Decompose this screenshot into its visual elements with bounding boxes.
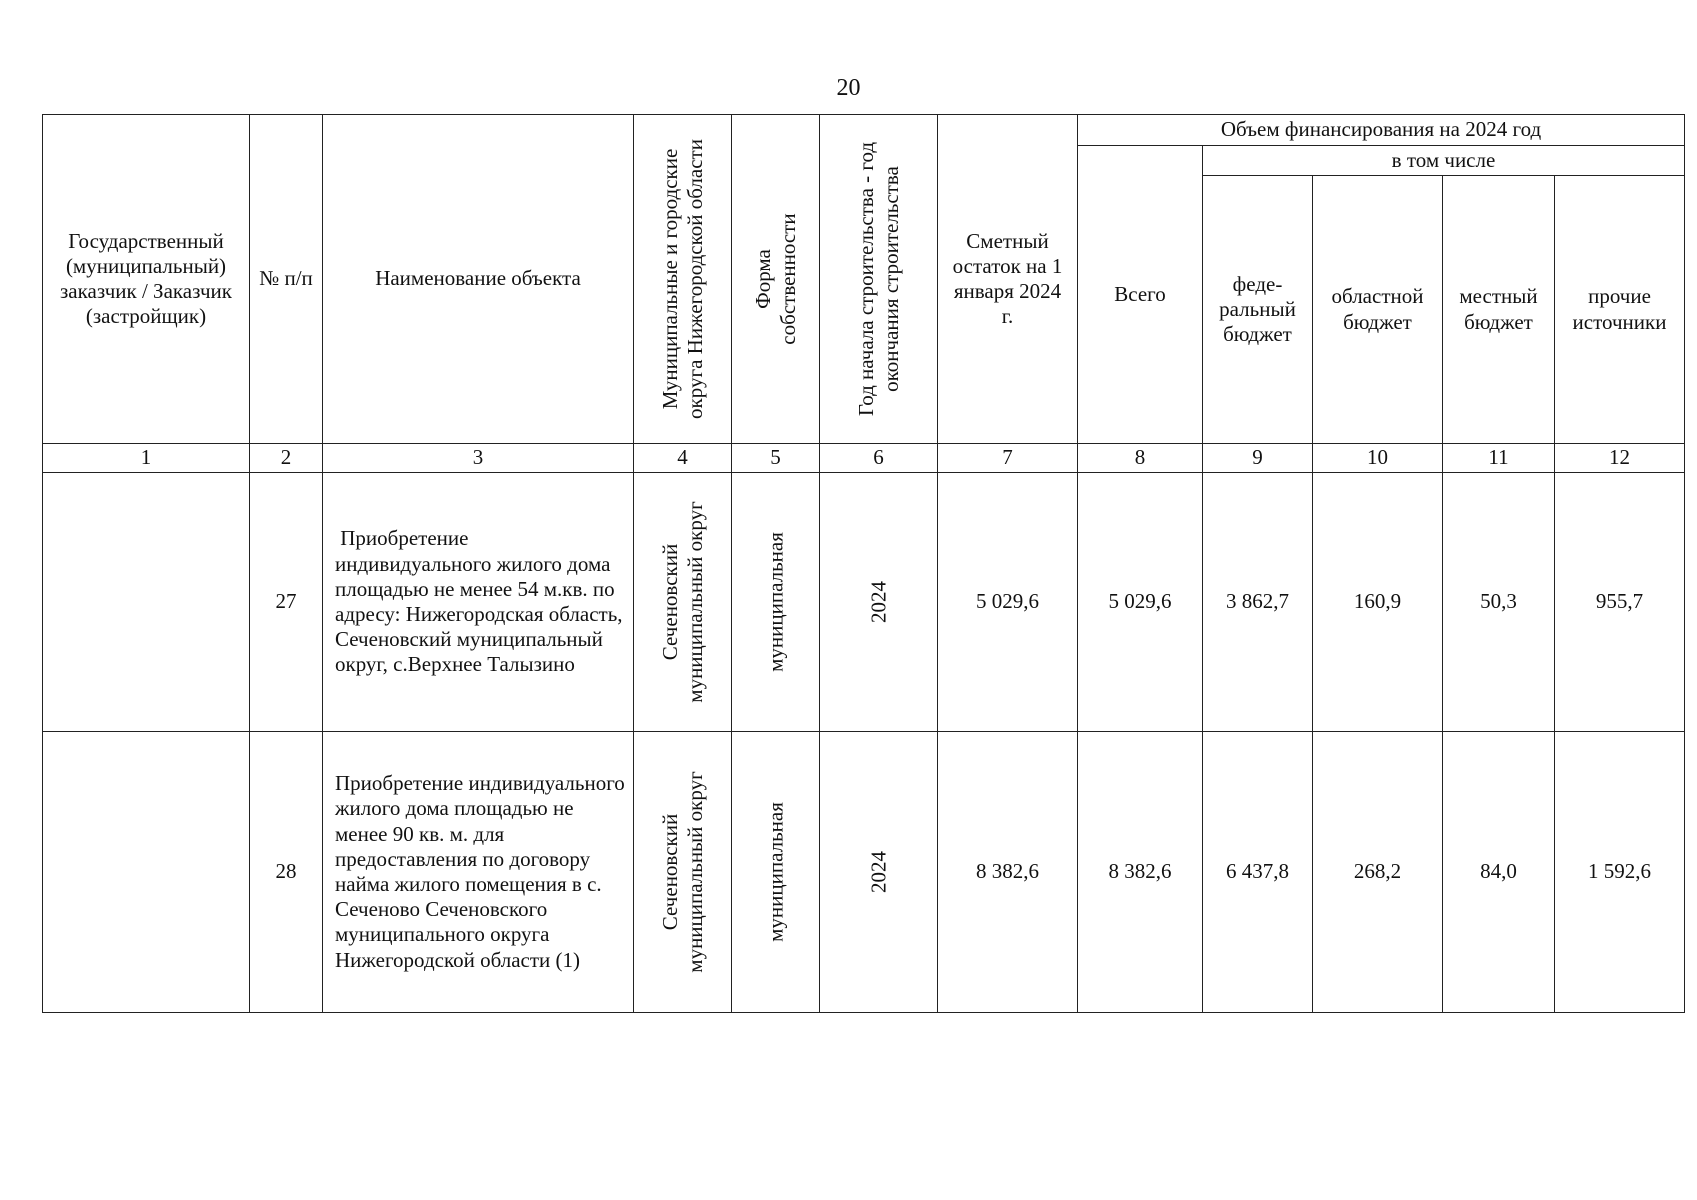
table-row bbox=[43, 473, 1685, 732]
header-ownership-cell bbox=[732, 115, 820, 444]
page-number: 20 bbox=[836, 75, 861, 101]
row-years: 2024 bbox=[865, 851, 890, 893]
row-federal: 6 437,8 bbox=[1203, 732, 1313, 1013]
row-regional: 160,9 bbox=[1313, 473, 1443, 732]
column-number: 8 bbox=[1078, 444, 1203, 473]
row-number: 28 bbox=[250, 732, 323, 1013]
header-financing: Объем финансирования на 2024 год bbox=[1078, 115, 1685, 146]
column-number: 6 bbox=[820, 444, 938, 473]
header-district-cell bbox=[634, 115, 732, 444]
header-ownership: Форма собственности bbox=[750, 213, 800, 345]
header-years: Год начала строительства - год окончания строительства bbox=[853, 141, 903, 417]
header-federal: феде-ральный бюджет bbox=[1203, 176, 1313, 444]
row-district: Сеченовский муниципальный округ bbox=[657, 501, 707, 703]
table-row bbox=[43, 732, 1685, 1013]
row-ownership: муниципальная bbox=[762, 532, 787, 672]
row-total: 8 382,6 bbox=[1078, 732, 1203, 1013]
row-regional: 268,2 bbox=[1313, 732, 1443, 1013]
row-object-name: Приобретение индивидуального жилого дома площадью не менее 54 м.кв. по адресу: Нижегородская область, Сеченовский муниципальный округ, с.Верхнее Талызино bbox=[323, 473, 634, 732]
row-customer bbox=[43, 732, 250, 1013]
column-number: 12 bbox=[1555, 444, 1685, 473]
row-years-cell bbox=[820, 732, 938, 1013]
column-number: 5 bbox=[732, 444, 820, 473]
column-number: 2 bbox=[250, 444, 323, 473]
header-years-cell bbox=[820, 115, 938, 444]
header-estimate: Сметный остаток на 1 января 2024 г. bbox=[938, 115, 1078, 444]
row-other: 1 592,6 bbox=[1555, 732, 1685, 1013]
row-district-cell bbox=[634, 473, 732, 732]
row-federal: 3 862,7 bbox=[1203, 473, 1313, 732]
row-customer bbox=[43, 473, 250, 732]
row-local: 84,0 bbox=[1443, 732, 1555, 1013]
header-district: Муниципальные и городские округа Нижегородской области bbox=[657, 139, 707, 419]
row-estimate: 5 029,6 bbox=[938, 473, 1078, 732]
row-ownership-cell bbox=[732, 732, 820, 1013]
row-ownership-cell bbox=[732, 473, 820, 732]
row-total: 5 029,6 bbox=[1078, 473, 1203, 732]
row-years-cell bbox=[820, 473, 938, 732]
row-local: 50,3 bbox=[1443, 473, 1555, 732]
row-district: Сеченовский муниципальный округ bbox=[657, 771, 707, 973]
column-number: 7 bbox=[938, 444, 1078, 473]
header-object-name: Наименование объекта bbox=[323, 115, 634, 444]
row-years: 2024 bbox=[865, 581, 890, 623]
row-ownership: муниципальная bbox=[762, 802, 787, 942]
header-total: Всего bbox=[1078, 146, 1203, 444]
header-regional: областной бюджет bbox=[1313, 176, 1443, 444]
column-number: 11 bbox=[1443, 444, 1555, 473]
header-including: в том числе bbox=[1203, 146, 1685, 176]
column-number-row bbox=[43, 444, 1685, 473]
column-number: 1 bbox=[43, 444, 250, 473]
header-local: местный бюджет bbox=[1443, 176, 1555, 444]
row-number: 27 bbox=[250, 473, 323, 732]
header-customer: Государственный (муниципальный) заказчик / Заказчик (застройщик) bbox=[43, 115, 250, 444]
column-number: 10 bbox=[1313, 444, 1443, 473]
financing-table bbox=[42, 114, 1685, 1013]
header-other: прочие источники bbox=[1555, 176, 1685, 444]
row-other: 955,7 bbox=[1555, 473, 1685, 732]
column-number: 4 bbox=[634, 444, 732, 473]
header-number: № п/п bbox=[250, 115, 323, 444]
column-number: 3 bbox=[323, 444, 634, 473]
row-estimate: 8 382,6 bbox=[938, 732, 1078, 1013]
column-number: 9 bbox=[1203, 444, 1313, 473]
row-district-cell bbox=[634, 732, 732, 1013]
row-object-name: Приобретение индивидуального жилого дома площадью не менее 90 кв. м. для предоставления по договору найма жилого помещения в с. Сеченово Сеченовского муниципального округа Нижегородской области (1) bbox=[323, 732, 634, 1013]
